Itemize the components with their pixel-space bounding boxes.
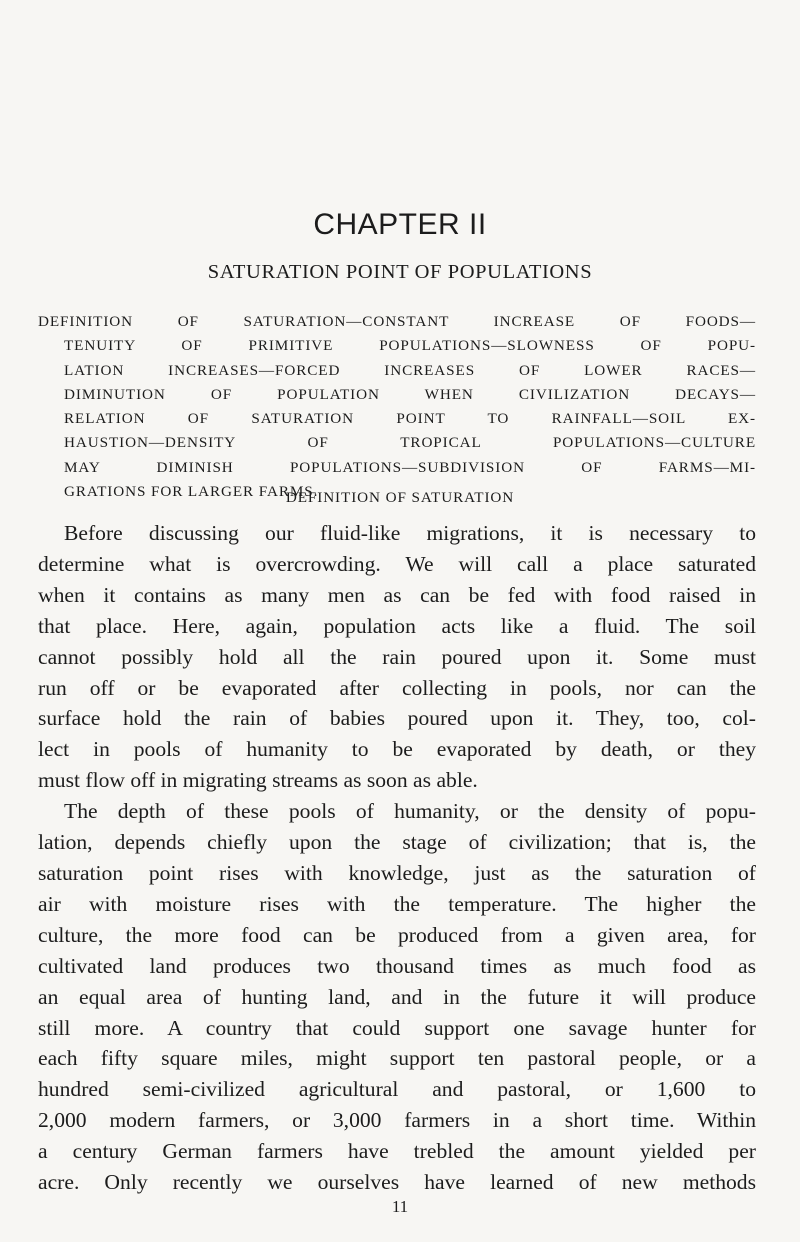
paragraph-line: when it contains as many men as can be fed with food raised in xyxy=(38,582,756,607)
paragraph-line: cannot possibly hold all the rain poured upon it. Some must xyxy=(38,644,756,669)
paragraph-line: culture, the more food can be produced from a given area, for xyxy=(38,922,756,947)
paragraph-line: air with moisture rises with the temperature. The higher the xyxy=(38,891,756,916)
paragraph-line: still more. A country that could support one savage hunter for xyxy=(38,1015,756,1040)
paragraph-line: Before discussing our fluid-like migrations, it is necessary to xyxy=(64,521,756,545)
chapter-synopsis xyxy=(38,310,756,504)
synopsis-line: RELATION OF SATURATION POINT TO RAINFALL—SOIL EX- xyxy=(64,410,756,428)
paragraph-line: a century German farmers have trebled the amount yielded per xyxy=(38,1139,756,1164)
synopsis-line: MAY DIMINISH POPULATIONS—SUBDIVISION OF FARMS—MI- xyxy=(64,458,756,476)
paragraph-line: an equal area of hunting land, and in the future it will produce xyxy=(38,984,756,1009)
paragraph-line: that place. Here, again, population acts like a fluid. The soil xyxy=(38,613,756,638)
paragraph-line: acre. Only recently we ourselves have learned of new methods xyxy=(38,1170,756,1195)
paragraph-line: determine what is overcrowding. We will call a place saturated xyxy=(38,551,756,576)
paragraph-line: lation, depends chiefly upon the stage of civilization; that is, the xyxy=(38,830,756,855)
section-heading: DEFINITION OF SATURATION xyxy=(285,489,515,506)
chapter-number: CHAPTER II xyxy=(313,208,487,241)
paragraph-line: run off or be evaporated after collecting in pools, nor can the xyxy=(38,675,756,700)
paragraph-line: saturation point rises with knowledge, just as the saturation of xyxy=(38,860,756,885)
synopsis-line: DEFINITION OF SATURATION—CONSTANT INCREASE OF FOODS— xyxy=(38,313,756,330)
paragraph-line: 2,000 modern farmers, or 3,000 farmers in a short time. Within xyxy=(38,1108,756,1133)
synopsis-line: GRATIONS FOR LARGER FARMS. xyxy=(64,483,319,501)
paragraph-line: The depth of these pools of humanity, or the density of popu- xyxy=(64,799,756,824)
paragraph-line: lect in pools of humanity to be evaporated by death, or they xyxy=(38,737,756,762)
synopsis-line: HAUSTION—DENSITY OF TROPICAL POPULATIONS—CULTURE xyxy=(64,434,756,452)
synopsis-line: DIMINUTION OF POPULATION WHEN CIVILIZATION DECAYS— xyxy=(64,385,756,403)
paragraph-line: hundred semi-civilized agricultural and pastoral, or 1,600 to xyxy=(38,1077,756,1102)
synopsis-line: TENUITY OF PRIMITIVE POPULATIONS—SLOWNESS OF POPU- xyxy=(64,337,756,355)
paragraph-line: must flow off in migrating streams as soon as able. xyxy=(38,768,478,793)
chapter-title: SATURATION POINT OF POPULATIONS xyxy=(207,261,593,283)
paragraph-line: each fifty square miles, might support ten pastoral people, or a xyxy=(38,1046,756,1071)
paragraph-line: cultivated land produces two thousand times as much food as xyxy=(38,953,756,978)
synopsis-line: LATION INCREASES—FORCED INCREASES OF LOWER RACES— xyxy=(64,361,756,379)
page-number: 11 xyxy=(391,1197,409,1216)
paragraph-line: surface hold the rain of babies poured upon it. They, too, col- xyxy=(38,706,756,731)
body-text xyxy=(38,518,756,1198)
